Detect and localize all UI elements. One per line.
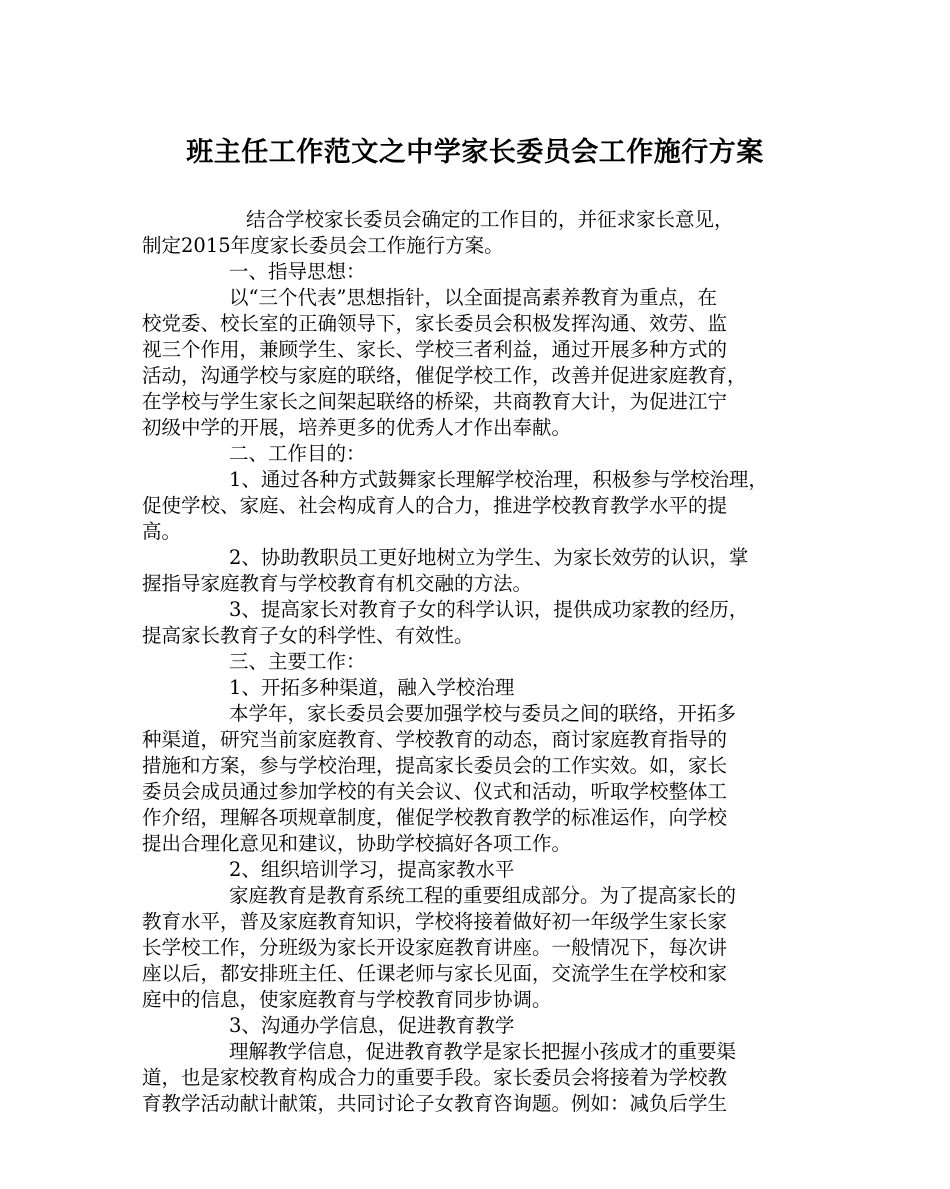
body-line: 握指导家庭教育与学校教育有机交融的方法。 bbox=[142, 572, 533, 595]
document-body bbox=[142, 207, 832, 1117]
section-heading: 三、主要工作： bbox=[229, 650, 366, 673]
body-line: 以“三个代表”思想指针，以全面提高素养教育为重点，在 bbox=[229, 286, 717, 309]
body-line: 作介绍，理解各项规章制度，催促学校教育教学的标准运作，向学校 bbox=[142, 806, 728, 829]
body-line: 在学校与学生家长之间架起联络的桥梁，共商教育大计，为促进江宁 bbox=[142, 390, 728, 413]
subsection-heading: 3、沟通办学信息，促进教育教学 bbox=[229, 1014, 515, 1037]
body-line: 本学年，家长委员会要加强学校与委员之间的联络，开拓多 bbox=[229, 702, 737, 725]
body-line: 1、通过各种方式鼓舞家长理解学校治理，积极参与学校治理， bbox=[229, 468, 768, 491]
body-line: 制定2015年度家长委员会工作施行方案。 bbox=[142, 234, 504, 257]
body-line: 措施和方案，参与学校治理，提高家长委员会的工作实效。如，家长 bbox=[142, 754, 728, 777]
body-line: 校党委、校长室的正确领导下，家长委员会积极发挥沟通、效劳、监 bbox=[142, 312, 728, 335]
body-line: 委员会成员通过参加学校的有关会议、仪式和活动，听取学校整体工 bbox=[142, 780, 728, 803]
section-heading: 二、工作目的： bbox=[229, 442, 366, 465]
body-line: 视三个作用，兼顾学生、家长、学校三者利益，通过开展多种方式的 bbox=[142, 338, 728, 361]
body-line: 育教学活动献计献策，共同讨论子女教育咨询题。例如：减负后学生 bbox=[142, 1092, 728, 1115]
document-title: 班主任工作范文之中学家长委员会工作施行方案 bbox=[186, 137, 764, 168]
body-line: 提出合理化意见和建议，协助学校搞好各项工作。 bbox=[142, 832, 572, 855]
body-line: 2、协助教职员工更好地树立为学生、为家长效劳的认识，掌 bbox=[229, 546, 749, 569]
body-line: 种渠道，研究当前家庭教育、学校教育的动态，商讨家庭教育指导的 bbox=[142, 728, 728, 751]
body-line: 3、提高家长对教育子女的科学认识，提供成功家教的经历， bbox=[229, 598, 749, 621]
body-line: 促使学校、家庭、社会构成育人的合力，推进学校教育教学水平的提 bbox=[142, 494, 728, 517]
body-line: 提高家长教育子女的科学性、有效性。 bbox=[142, 624, 474, 647]
body-line: 高。 bbox=[142, 520, 182, 543]
body-line: 道，也是家校教育构成合力的重要手段。家长委员会将接着为学校教 bbox=[142, 1066, 728, 1089]
body-line: 教育水平，普及家庭教育知识，学校将接着做好初一年级学生家长家 bbox=[142, 910, 728, 933]
body-line: 庭中的信息，使家庭教育与学校教育同步协调。 bbox=[142, 988, 552, 1011]
body-line: 活动，沟通学校与家庭的联络，催促学校工作，改善并促进家庭教育， bbox=[142, 364, 747, 387]
body-line: 座以后，都安排班主任、任课老师与家长见面，交流学生在学校和家 bbox=[142, 962, 728, 985]
body-line: 结合学校家长委员会确定的工作目的，并征求家长意见， bbox=[246, 208, 734, 231]
section-heading: 一、指导思想： bbox=[229, 260, 366, 283]
body-line: 长学校工作，分班级为家长开设家庭教育讲座。一般情况下，每次讲 bbox=[142, 936, 728, 959]
body-line: 家庭教育是教育系统工程的重要组成部分。为了提高家长的 bbox=[229, 884, 737, 907]
body-line: 初级中学的开展，培养更多的优秀人才作出奉献。 bbox=[142, 416, 572, 439]
subsection-heading: 2、组织培训学习，提高家教水平 bbox=[229, 858, 515, 881]
body-line: 理解教学信息，促进教育教学是家长把握小孩成才的重要渠 bbox=[229, 1040, 737, 1063]
subsection-heading: 1、开拓多种渠道，融入学校治理 bbox=[229, 676, 515, 699]
